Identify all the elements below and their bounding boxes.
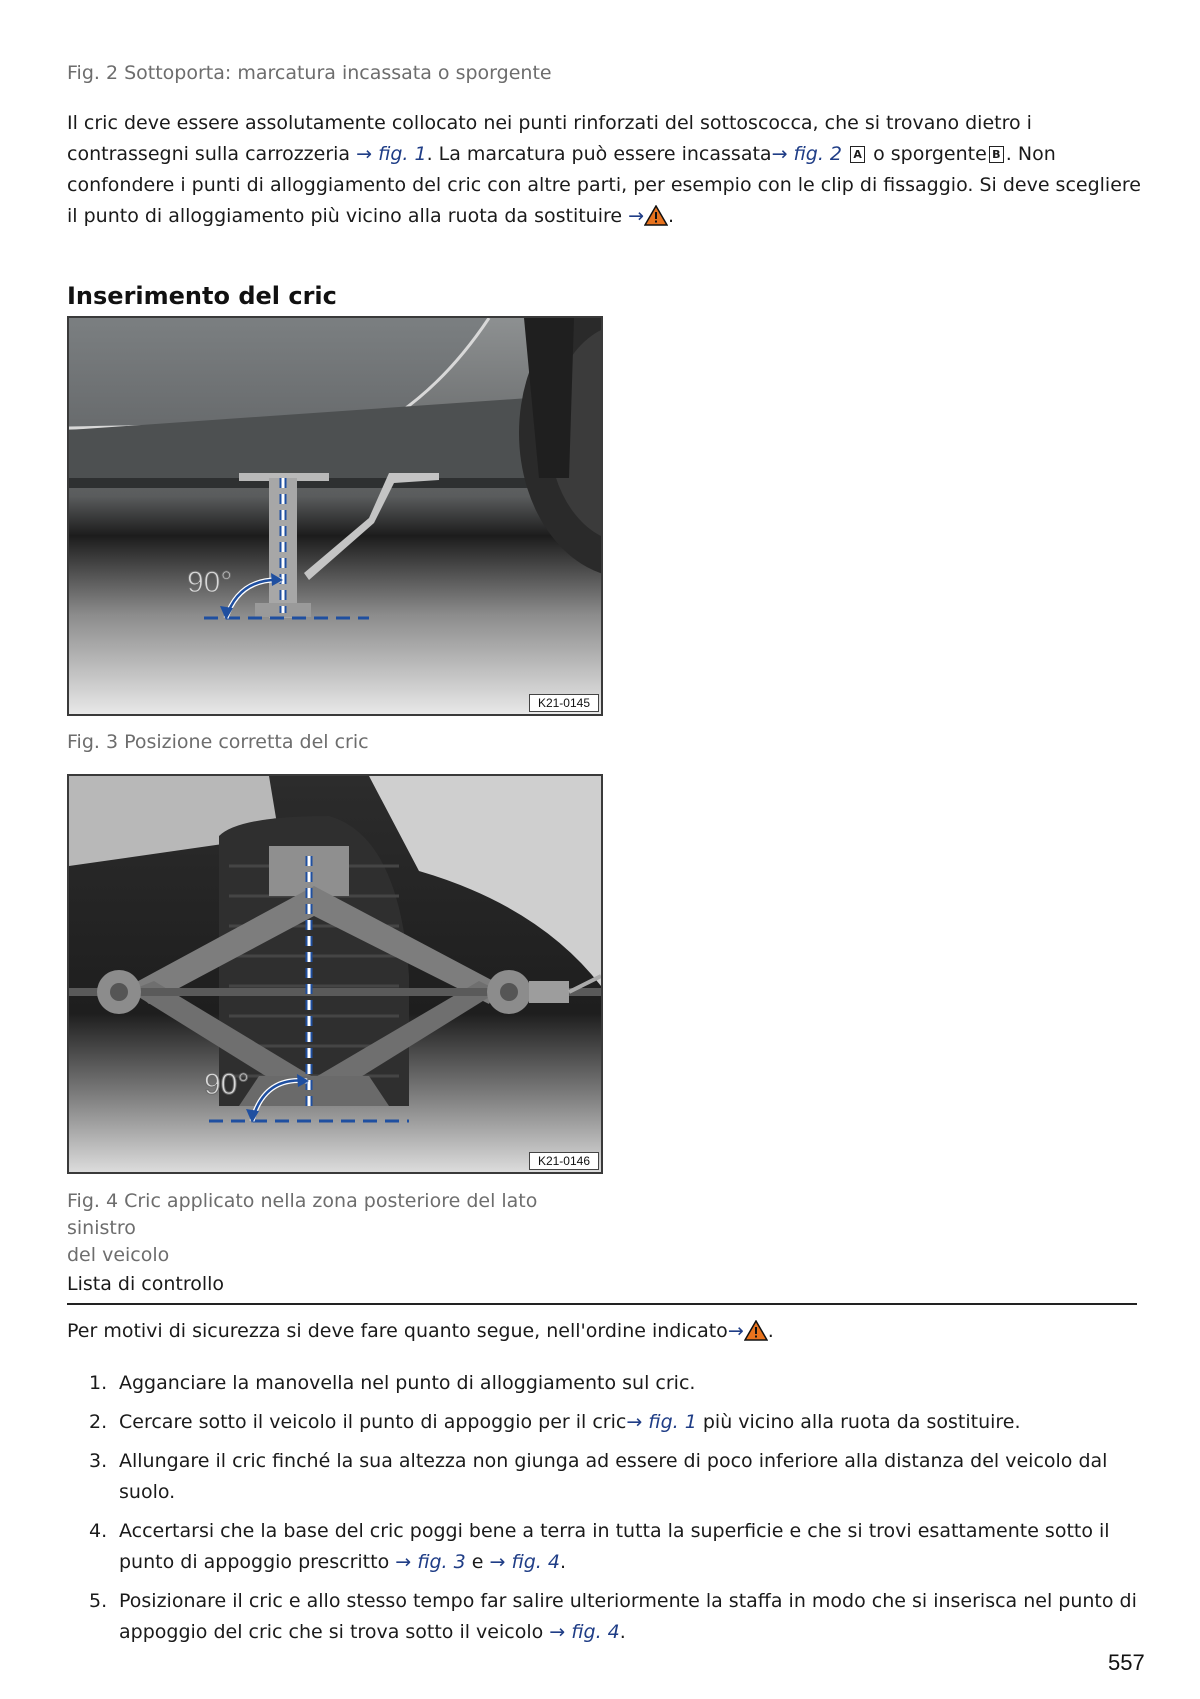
link-fig2[interactable]: → fig. 2 xyxy=(771,143,843,165)
fig4-caption-line1: Fig. 4 Cric applicato nella zona posteriore del lato sinistro xyxy=(67,1190,538,1239)
para-text-3: o sporgente xyxy=(867,143,987,165)
list-item: 5. Posizionare il cric e allo stesso tempo far salire ulteriormente la staffa in modo che si inserisca nel punto di appoggio del cric che si trova sotto il veicolo → fig. 4. xyxy=(89,1590,1137,1643)
fig4-caption-line2: del veicolo xyxy=(67,1244,170,1266)
label-b-box: B xyxy=(989,146,1004,163)
checklist-title: Lista di controllo xyxy=(67,1273,225,1295)
para-text-4: . Non confondere i punti di alloggiamento del cric con altre parti, per esempio con le clip di fissaggio. Si deve scegliere il punto di alloggiamento più vicino alla ruota da sostituire xyxy=(67,143,1141,227)
list-item: 1. Agganciare la manovella nel punto di alloggiamento sul cric. xyxy=(89,1372,696,1394)
para-text-2: . La marcatura può essere incassata xyxy=(426,143,772,165)
section-title: Inserimento del cric xyxy=(67,282,337,310)
scissor-jack-illustration xyxy=(69,776,601,1172)
checklist-divider xyxy=(67,1303,1137,1305)
jack-photo-illustration xyxy=(69,318,601,714)
list-item: 4. Accertarsi che la base del cric poggi bene a terra in tutta la superficie e che si trovi esattamente sotto il punto di appoggio prescritto → fig. 3 e → fig. 4. xyxy=(89,1520,1110,1573)
angle-label-fig4: 90° xyxy=(204,1068,250,1101)
figure-code-fig4: K21-0146 xyxy=(529,1152,599,1170)
figure-3-jack-position xyxy=(67,316,603,716)
fig2-caption: Fig. 2 Sottoporta: marcatura incassata o sporgente xyxy=(67,62,552,84)
steps-list xyxy=(67,1368,1147,1656)
link-fig4-step5[interactable]: → fig. 4 xyxy=(549,1621,620,1643)
link-fig3-step4[interactable]: → fig. 3 xyxy=(395,1551,466,1573)
page-number: 557 xyxy=(1108,1650,1145,1675)
fig4-caption xyxy=(67,1188,607,1269)
figure-code-fig3: K21-0145 xyxy=(529,694,599,712)
link-fig4-step4[interactable]: → fig. 4 xyxy=(489,1551,560,1573)
list-item: 3. Allungare il cric finché la sua altezza non giunga ad essere di poco inferiore alla distanza del veicolo dal suolo. xyxy=(89,1450,1108,1503)
link-fig1[interactable]: → fig. 1 xyxy=(356,143,427,165)
angle-label-fig3: 90° xyxy=(187,566,233,599)
figure-4-jack-rear-left xyxy=(67,774,603,1174)
link-warning-2[interactable]: → xyxy=(727,1320,744,1342)
link-warning[interactable]: → xyxy=(628,205,645,227)
intro-paragraph: Il cric deve essere assolutamente collocato nei punti rinforzati del sottoscocca, che si trovano dietro i contrassegni sulla carrozzeria → fig. 1. La marcatura può essere incassata→ fig. 2 A o sporgente B . Non confondere i punti di alloggiamento del cric con altre parti, per esempio con le clip di fissaggio. Si deve scegliere il punto di alloggiamento più vicino alla ruota da sostituire → . xyxy=(67,108,1142,236)
para-text-1: Il cric deve essere assolutamente collocato nei punti rinforzati del sottoscocca, che si trovano dietro i contrassegni sulla carrozzeria xyxy=(67,112,1032,165)
link-fig1-step2[interactable]: → fig. 1 xyxy=(626,1411,697,1433)
fig3-caption: Fig. 3 Posizione corretta del cric xyxy=(67,731,369,753)
warning-triangle-icon[interactable] xyxy=(744,1320,768,1351)
label-a-box: A xyxy=(850,146,865,163)
list-item: 2. Cercare sotto il veicolo il punto di appoggio per il cric→ fig. 1 più vicino alla ruota da sostituire. xyxy=(89,1411,1021,1433)
checklist-intro: Per motivi di sicurezza si deve fare quanto segue, nell'ordine indicato→ . xyxy=(67,1316,774,1351)
warning-triangle-icon[interactable] xyxy=(644,205,668,236)
